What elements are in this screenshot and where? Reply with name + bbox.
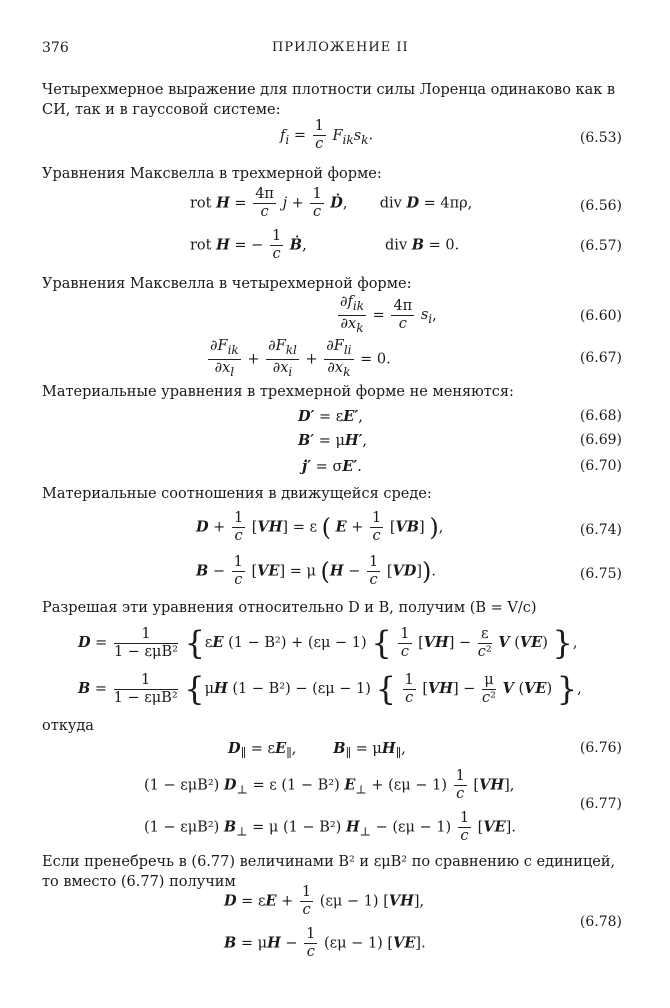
equation-number: (6.78) <box>579 914 622 930</box>
equation-D-solution: D = $\frac{1}{\text{1 − εμB²}}$ {εE (1 − B²) + (εμ − 1) { $\frac{1}{c}$ [VH] − $\frac{\varepsilon}{\text{c²}}$ V (VE) }, <box>78 624 578 662</box>
equation-number: (6.74) <box>579 522 622 538</box>
equation-number: (6.69) <box>579 432 622 448</box>
paragraph-maxwell-3d: Уравнения Максвелла в трехмерной форме: <box>42 166 382 182</box>
paragraph-whence: откуда <box>42 718 94 734</box>
equation-number: (6.56) <box>579 198 622 214</box>
equation-6-70: j′ = σE′. <box>302 458 362 475</box>
equation-6-57: rot H = − $\frac{1}{c}$ Ḃ, div B = 0. <box>190 228 460 262</box>
equation-6-77-b: (1 − εμB²) $B_\perp = \mu$ (1 − B²) $H_\perp - (\varepsilon\mu - 1)$ $\frac{1}{c}$ [VE]. <box>144 810 516 844</box>
equation-number: (6.70) <box>579 458 622 474</box>
paragraph-material: Материальные уравнения в трехмерной форме не меняются: <box>42 384 514 400</box>
equation-B-solution: B = $\frac{1}{\text{1 − εμB²}}$ {μH (1 − B²) − (εμ − 1) { $\frac{1}{c}$ [VH] − $\frac{\mu}{\text{c²}}$ V (VE) }, <box>78 670 582 708</box>
equation-6-74: D + $\frac{1}{c}$ [VH] = ε ( E + $\frac{1}{c}$ [VB] ), <box>196 510 444 544</box>
paragraph-moving-medium: Материальные соотношения в движущейся среде: <box>42 486 432 502</box>
paragraph-neglect: Если пренебречь в (6.77) величинами B² и εμB² по сравнению с единицей, то вместо (6.77) получим <box>42 854 616 890</box>
equation-6-67: $\frac{\partial F_{ik}}{\partial x_l}$ + $\frac{\partial F_{kl}}{\partial x_i}$ + $\frac{\partial F_{li}}{\partial x_k}$ = 0. <box>210 338 391 379</box>
running-title: ПРИЛОЖЕНИЕ II <box>272 40 409 55</box>
equation-6-60: $\frac{\partial f_{ik}}{\partial x_k}$ = $\frac{4\pi}{c}$ $s_i$, <box>340 294 437 335</box>
equation-number: (6.77) <box>579 796 622 812</box>
equation-6-78-b: B = μH − $\frac{1}{c}$ (εμ − 1) [VE]. <box>224 926 426 960</box>
equation-number: (6.76) <box>579 740 622 756</box>
equation-number: (6.53) <box>579 130 622 146</box>
equation-number: (6.57) <box>579 238 622 254</box>
paragraph-lorentz: Четырехмерное выражение для плотности силы Лоренца одинаково как в СИ, так и в гауссовой системе: <box>42 82 616 118</box>
equation-6-69: B′ = μH′, <box>298 432 368 449</box>
equation-6-53: $f_i$ = $\frac{1}{c}$ $F_{ik}s_k$. <box>280 118 374 152</box>
equation-6-77-a: (1 − εμB²) $D_\perp = \varepsilon$ (1 − B²) $E_\perp + (\varepsilon\mu - 1)$ $\frac{1}{c}$ [VH], <box>144 768 515 802</box>
equation-6-76: $D_\parallel = \varepsilon E_\parallel$, $B_\parallel = \mu H_\parallel$, <box>228 740 406 760</box>
paragraph-solving: Разрешая эти уравнения относительно D и B, получим (B = V/c) <box>42 600 537 616</box>
paragraph-maxwell-4d: Уравнения Максвелла в четырехмерной форме: <box>42 276 412 292</box>
page-number: 376 <box>42 40 69 56</box>
equation-number: (6.68) <box>579 408 622 424</box>
equation-6-78-a: D = εE + $\frac{1}{c}$ (εμ − 1) [VH], <box>224 884 425 918</box>
equation-6-56: rot H = $\frac{4\pi}{c}$ j + $\frac{1}{c}$ Ḋ, div D = 4πρ, <box>190 186 473 220</box>
equation-6-68: D′ = εE′, <box>298 408 363 425</box>
equation-number: (6.75) <box>579 566 622 582</box>
equation-6-75: B − $\frac{1}{c}$ [VE] = μ (H − $\frac{1}{c}$ [VD]). <box>196 554 436 588</box>
equation-number: (6.67) <box>579 350 622 366</box>
equation-number: (6.60) <box>579 308 622 324</box>
